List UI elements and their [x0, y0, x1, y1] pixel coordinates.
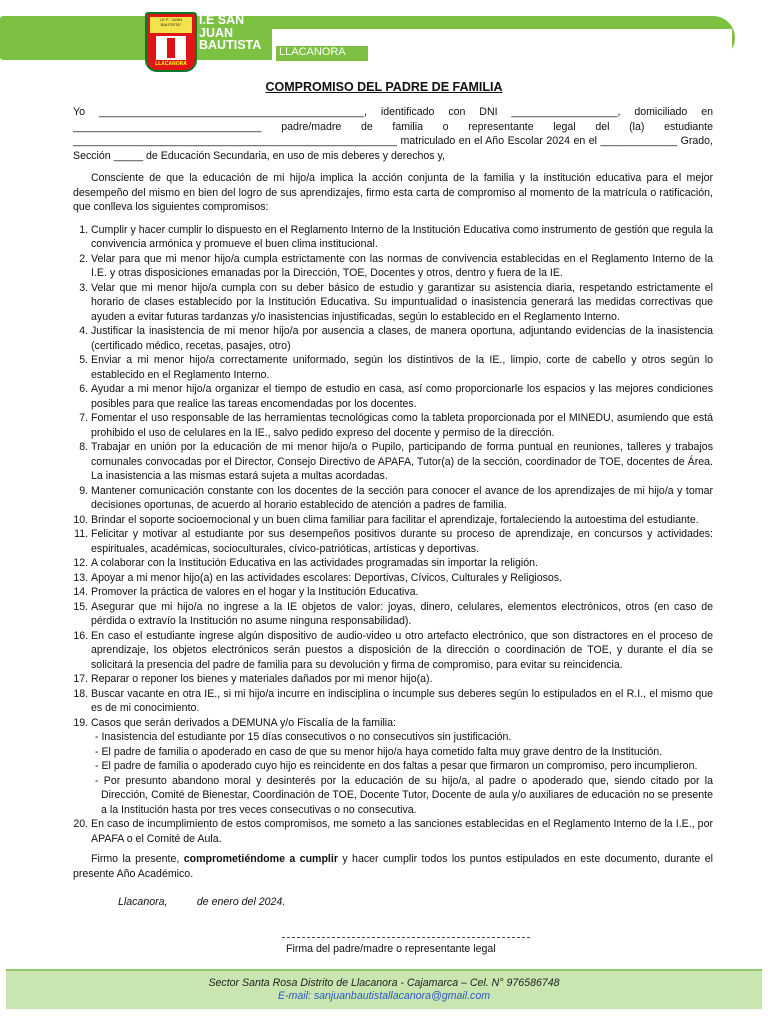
list-item: 1. Cumplir y hacer cumplir lo dispuesto en el Reglamento Interno de la Institución Educativa como instrumento de gestión que regula la convivencia armónica y promueve el buen clima institucional. — [91, 223, 713, 252]
signature-line — [282, 937, 530, 938]
letterhead — [0, 0, 768, 72]
signature-label: Firma del padre/madre o representante legal — [286, 943, 496, 955]
footer-address: Sector Santa Rosa Distrito de Llacanora - Cajamarca – Cel. N° 976586748 — [208, 977, 560, 989]
footer-email: E-mail: sanjuanbautistallacanora@gmail.com — [277, 990, 491, 1002]
closing-bold-text: comprometiéndome a cumplir — [183, 853, 338, 865]
closing-text-end: y hacer cumplir todos los puntos estipulados en este documento, durante el presente Año Académico. — [73, 853, 713, 880]
document-body — [73, 105, 713, 910]
list-item-demuna — [91, 716, 713, 818]
sub-list-item: - Por presunto abandono moral y desinterés por la educación de su hijo/a, al padre o apoderado que, siendo citado por la Dirección, Comité de Bienestar, Coordinación de TOE, Docente Tutor, Docente de aula y/o auxiliares de educación no se presente a la Institución hasta por tres veces consecutivas o no consecutiva. — [95, 774, 713, 816]
list-item: 16. En caso el estudiante ingrese algún dispositivo de audio-video u otro artefacto electrónico, que son distractores en el proceso de aprendizaje, los objetos electrónicos serán puestos a disposición de la dirección o coordinación de TOE, y durante el día se solicitará la presencia del padre de familia para su devolución y firma de compromiso, para evitar su reincidencia. — [91, 629, 713, 673]
preamble-paragraph: Consciente de que la educación de mi hijo/a implica la acción conjunta de la familia y la institución educativa para el mejor desempeño del mismo en bien del logro de sus aprendizajes, firmo esta carta de compromiso al momento de la matrícula o ratificación, que conlleva los siguientes compromisos: — [73, 172, 713, 213]
crest-bottom-text: LLACANORA — [155, 61, 187, 67]
school-crest-logo — [145, 12, 197, 72]
list-item: 5. Enviar a mi menor hijo/a correctamente uniformado, según los distintivos de la IE., limpio, corte de cabello y otros según lo establecido en el Reglamento Interno. — [91, 353, 713, 382]
closing-paragraph — [73, 852, 713, 881]
list-item: 4. Justificar la inasistencia de mi menor hijo/a por ausencia a clases, de manera oportuna, adjuntando evidencias de la inasistencia (certificado médico, recetas, pasajes, otro) — [91, 324, 713, 353]
list-item: 15. Asegurar que mi hijo/a no ingrese a la IE objetos de valor: joyas, dinero, celulares, elementos electrónicos, otros (en caso de pérdida o extravío la Institución no asume ninguna responsabilidad). — [91, 600, 713, 629]
intro-paragraph: Yo _____________________________________________, identificado con DNI __________________, domiciliado en ________________________________ padre/madre de familia o representante legal del (la) estudiante _______________________________________________________ matriculado en el Año Escolar 2024 en el _____________ Grado, Sección _____ de Educación Secundaria, en uso de mis deberes y derechos y, — [73, 106, 713, 162]
list-item: 13. Apoyar a mi menor hijo(a) en las actividades escolares: Deportivas, Cívicos, Culturales y Religiosos. — [91, 571, 713, 586]
list-item: 17. Reparar o reponer los bienes y materiales dañados por mi menor hijo(a). — [91, 672, 713, 687]
list-item: 11. Felicitar y motivar al estudiante por sus desempeños positivos durante su proceso de aprendizaje, en concursos y actividades: espirituales, académicas, socioculturales, cívico-patrióticas, artísticas y deportivas. — [91, 527, 713, 556]
list-item: 7. Fomentar el uso responsable de las herramientas tecnológicas como la tableta proporcionada por el MINEDU, asumiendo que está prohibido el uso de celulares en la IE., salvo pedido expreso del docente y permiso de la dirección. — [91, 411, 713, 440]
commitments-list — [73, 223, 713, 847]
list-item: 9. Mantener comunicación constante con los docentes de la sección para conocer el avance de los aprendizajes de mi hijo/a y tomar decisiones oportunas, de acuerdo al horario establecido de atención a padres de familia. — [91, 484, 713, 513]
list-item: 6. Ayudar a mi menor hijo/a organizar el tiempo de estudio en casa, así como proporcionarle los espacios y las mejores condiciones posibles para que realice las tareas encomendadas por los docentes. — [91, 382, 713, 411]
list-item: 10. Brindar el soporte socioemocional y un buen clima familiar para facilitar el aprendizaje, fortaleciendo la autoestima del estudiante. — [91, 513, 713, 528]
header-place: LLACANORA — [276, 46, 368, 61]
list-item: 14. Promover la práctica de valores en el hogar y la Institución Educativa. — [91, 585, 713, 600]
date-line: Llacanora, de enero del 2024. — [118, 896, 286, 908]
document-title: COMPROMISO DEL PADRE DE FAMILIA — [265, 80, 503, 94]
list-item: 20. En caso de incumplimiento de estos compromisos, me someto a las sanciones establecidas en el Reglamento Interno de la I.E., por APAFA o el Comité de Aula. — [91, 817, 713, 846]
list-item: 8. Trabajar en unión por la educación de mi menor hijo/a o Pupilo, participando de forma puntual en reuniones, talleres y trabajos comunales convocadas por el Director, Consejo Directivo de APAFA, Tutor(a) de la sección, coordinador de TOE, docentes de Área. La inasistencia a las mismas estará sujeta a multas acordadas. — [91, 440, 713, 484]
crest-emblem — [156, 36, 186, 60]
footer — [6, 969, 762, 1009]
list-item-text: Casos que serán derivados a DEMUNA y/o Fiscalía de la familia: — [91, 716, 396, 729]
sub-list-item: - El padre de familia o apoderado en caso de que su menor hijo/a haya cometido falta muy grave dentro de la Institución. — [95, 745, 663, 758]
school-name: I.E SAN JUAN BAUTISTA — [199, 13, 262, 52]
list-item: 18. Buscar vacante en otra IE., si mi hijo/a incurre en indisciplina o incumple sus deberes según lo estipulados en el R.I., el mismo que es de mi conocimiento. — [91, 687, 713, 716]
sub-list-item: - Inasistencia del estudiante por 15 días consecutivos o no consecutivos sin justificación. — [95, 731, 512, 743]
list-item: 2. Velar para que mi menor hijo/a cumpla estrictamente con las normas de convivencia establecidas en el Reglamento Interno de la I.E. y otras disposiciones emanadas por la Dirección, TOE, Docentes y otros, dentro y fuera de la IE. — [91, 252, 713, 281]
sub-list-item: - El padre de familia o apoderado cuyo hijo es reincidente en dos faltas a pesar que firmaron un compromiso, pero incumplieron. — [95, 760, 698, 772]
crest-top-text: I.E.P. "JUAN BAUTISTA" — [150, 17, 192, 33]
list-item: 12. A colaborar con la Institución Educativa en las actividades programadas sin importar la religión. — [91, 556, 713, 571]
demuna-sublist — [91, 730, 713, 817]
closing-text: Firmo la presente, — [91, 853, 184, 865]
list-item: 3. Velar que mi menor hijo/a cumpla con su deber básico de estudio y garantizar su asistencia diaria, respetando estrictamente el horario de clases establecido por la Institución Educativa. Su impuntualidad o inasistencia generará las medidas correctivas que ayuden a evitar futuras tardanzas y/o inasistencias injustificadas, según lo establecido en el Reglamento Interno. — [91, 281, 713, 325]
